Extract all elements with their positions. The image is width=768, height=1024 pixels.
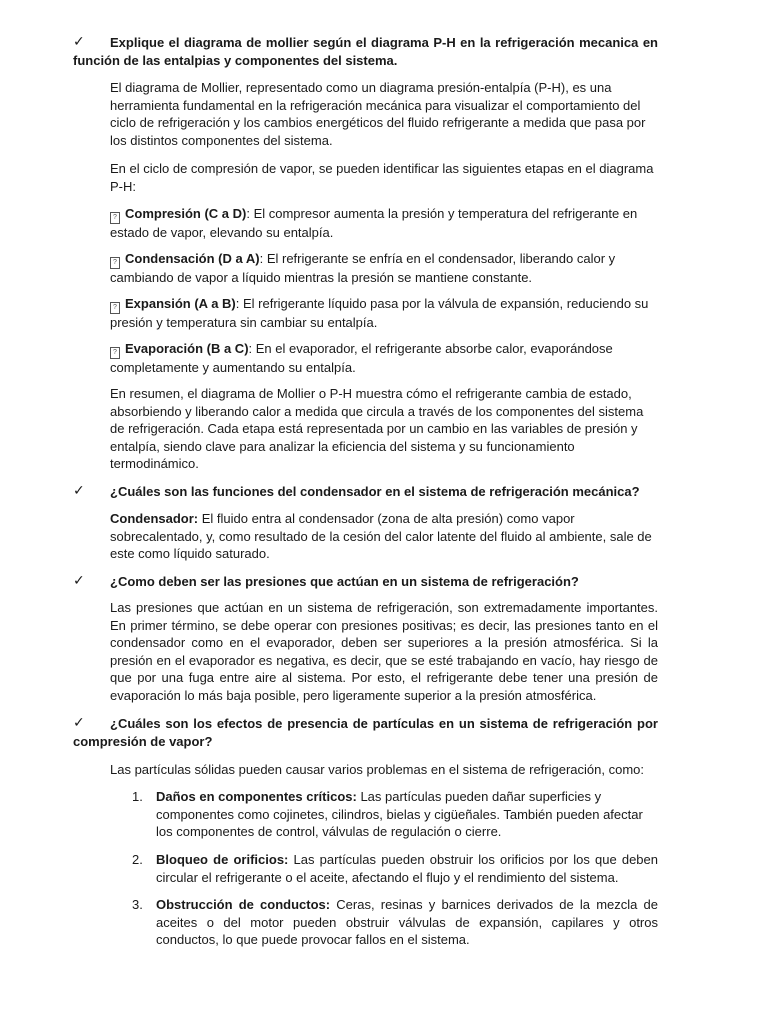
q2-answer-text: El fluido entra al condensador (zona de alta presión) como vapor sobrecalentado, y, como resultado de la cesión del calor latente del fluido al ambiente, sale de este como líquido saturado. (110, 511, 652, 562)
list-number: 1. (132, 789, 143, 804)
question-1-title: Explique el diagrama de mollier según el diagrama P-H en la refrigeración mecanica en función de las entalpias y componentes del sistema. (73, 35, 658, 68)
stage-condensacion (110, 250, 658, 287)
question-1 (73, 34, 658, 69)
q2-answer-label: Condensador: (110, 511, 199, 526)
question-3-title: ¿Como deben ser las presiones que actúan en un sistema de refrigeración? (110, 574, 579, 589)
stage-text: : En el evaporador, el refrigerante absorbe calor, evaporándose completamente y aumentando su entalpía. (110, 341, 613, 375)
stage-text: : El refrigerante se enfría en el condensador, liberando calor y cambiando de vapor a líquido mientras la presión se mantiene constante. (110, 251, 616, 285)
q1-paragraph-2: En el ciclo de compresión de vapor, se pueden identificar las siguientes etapas en el diagrama P-H: (110, 161, 654, 194)
list-item-text: Las partículas pueden obstruir los orificios por los que deben circular el refrigerante o el aceite, afectando el flujo y el rendimiento del sistema. (156, 852, 658, 885)
checkmark-icon: ✓ (73, 33, 85, 49)
q4-intro: Las partículas sólidas pueden causar varios problemas en el sistema de refrigeración, como: (110, 762, 644, 777)
q1-paragraph-3: En resumen, el diagrama de Mollier o P-H muestra cómo el refrigerante cambia de estado, absorbiendo y liberando calor a medida que circula a través de los componentes del sistema de refrigeración. Cada etapa está representada por un cambio en las variables de presión y entalpía, siendo clave para analizar la eficiencia del sistema y su funcionamiento termodinámico. (110, 386, 644, 472)
list-number: 2. (132, 852, 143, 867)
list-item (132, 788, 658, 841)
question-4 (73, 715, 658, 750)
stage-compresion (110, 205, 658, 242)
missing-glyph-icon: ? (110, 257, 120, 269)
stage-text: : El refrigerante líquido pasa por la válvula de expansión, reduciendo su presión y temperatura sin cambiar su entalpía. (110, 296, 649, 330)
list-number: 3. (132, 897, 143, 912)
q2-answer (110, 510, 658, 563)
checkmark-icon: ✓ (73, 572, 85, 588)
question-2-title: ¿Cuáles son las funciones del condensador en el sistema de refrigeración mecánica? (110, 484, 640, 499)
list-item-label: Obstrucción de conductos: (156, 897, 331, 912)
stage-expansion (110, 295, 658, 332)
stage-label: Condensación (D a A) (125, 251, 260, 266)
q3-answer: Las presiones que actúan en un sistema de refrigeración, son extremadamente importantes. En primer término, se debe operar con presiones positivas; es decir, las presiones tanto en el condensador como en el evaporador, deben ser superiores a la presión atmosférica. Si la presión en el evaporador es negativa, es decir, que se esté trabajando en vacío, hay riesgo de que por una fuga entre aire al sistema. Por esto, el refrigerante debe tener una presión de evaporación lo más baja posible, pero ligeramente superior a la presión atmosférica. (110, 600, 658, 703)
stage-evaporacion (110, 340, 658, 377)
list-item-label: Daños en componentes críticos: (156, 789, 357, 804)
list-item (132, 896, 658, 949)
missing-glyph-icon: ? (110, 302, 120, 314)
stage-label: Evaporación (B a C) (125, 341, 249, 356)
question-3 (73, 573, 658, 591)
missing-glyph-icon: ? (110, 347, 120, 359)
checkmark-icon: ✓ (73, 714, 85, 730)
q1-paragraph-1: El diagrama de Mollier, representado como un diagrama presión-entalpía (P-H), es una herramienta fundamental en la refrigeración mecánica para visualizar el comportamiento del ciclo de refrigeración y los cambios energéticos del fluido refrigerante a medida que pasa por los distintos componentes del sistema. (110, 80, 646, 148)
missing-glyph-icon: ? (110, 212, 120, 224)
list-item-text: Las partículas pueden dañar superficies y componentes como cojinetes, cilindros, bielas y cigüeñales. También pueden afectar los componentes de control, válvulas de regulación o cierre. (156, 789, 643, 840)
stage-label: Expansión (A a B) (125, 296, 236, 311)
question-4-title: ¿Cuáles son los efectos de presencia de partículas en un sistema de refrigeración por compresión de vapor? (73, 716, 658, 749)
stage-label: Compresión (C a D) (125, 206, 247, 221)
list-item-text: Ceras, resinas y barnices derivados de la mezcla de aceites o del motor pueden obstruir válvulas de expansión, capilares y otros conductos, lo que puede provocar fallos en el sistema. (156, 897, 658, 948)
list-item (132, 851, 658, 886)
stage-text: : El compresor aumenta la presión y temperatura del refrigerante en estado de vapor, elevando su entalpía. (110, 206, 638, 240)
checkmark-icon: ✓ (73, 482, 85, 498)
question-2 (73, 483, 658, 501)
list-item-label: Bloqueo de orificios: (156, 852, 289, 867)
